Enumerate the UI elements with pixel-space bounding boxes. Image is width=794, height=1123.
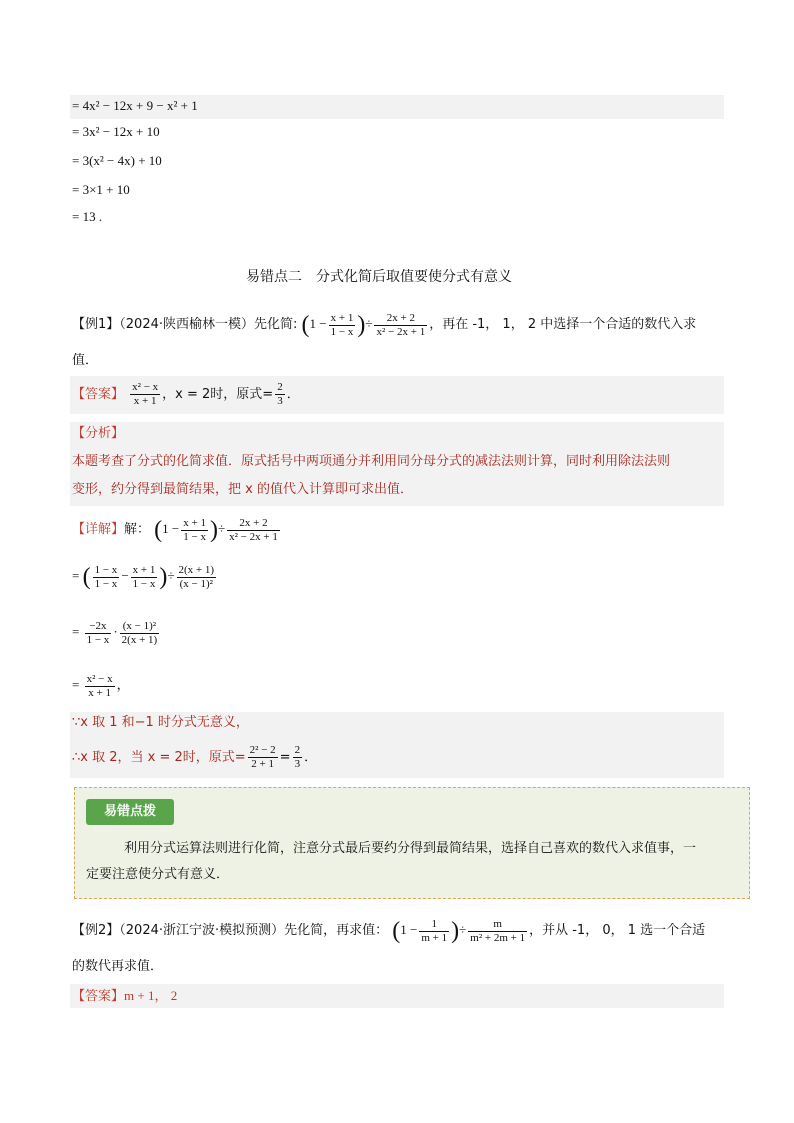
example1-question bbox=[72, 308, 696, 340]
answer2-text: m + 1， 2 bbox=[124, 988, 178, 1003]
because-line: ∵x 取 1 和−1 时分式无意义， bbox=[72, 715, 249, 730]
answer2-row bbox=[72, 987, 177, 1006]
analysis-text-2: 变形，约分得到最简结果，把 x 的值代入计算即可求出值． bbox=[72, 482, 413, 497]
step-line-3: = 3(x² − 4x) + 10 bbox=[72, 153, 162, 168]
example2-tail: ，并从 -1， 0， 1 选一个合适 bbox=[529, 923, 706, 938]
therefore-frac-2: $\frac{2}{3}$ bbox=[294, 744, 301, 770]
example1-prefix: 【例1】 bbox=[72, 317, 120, 332]
therefore-line: ∴x 取 2，当 x = 2时，原式= $\frac{\text{2² − 2}}{2 + 1}$ = $\frac{2}{3}$ ． bbox=[72, 744, 318, 770]
example1-expression: (1 − $\frac{x + 1}{1 - x}$ )÷ $\frac{2x + 2}{\text{x² − 2x + 1}}$ bbox=[301, 311, 426, 339]
answer-label: 【答案】 bbox=[72, 387, 125, 402]
detail-label: 【详解】 bbox=[72, 522, 125, 537]
answer2-label: 【答案】 bbox=[72, 989, 125, 1004]
answer-value: $\frac{2}{3}$ bbox=[277, 381, 283, 407]
example1-tail: ，再在 -1， 1， 2 中选择一个合适的数代入求 bbox=[429, 317, 697, 332]
tip-text-2: 定要注意使分式有意义． bbox=[86, 867, 230, 882]
detail-step-4: = $\frac{\text{x² − x}}{x + 1}$ ， bbox=[72, 672, 130, 699]
example2-tail2: 的数代再求值． bbox=[72, 959, 164, 974]
tip-text-1: 利用分式运算法则进行化简，注意分式最后要约分得到最简结果，选择自己喜欢的数代入求值事，一 bbox=[124, 841, 697, 856]
section-title: 易错点二 分式化简后取值要使分式有意义 bbox=[246, 269, 512, 285]
detail-step-2: = ( $\frac{1 - x}{1 - x}$ − $\frac{x + 1}{1 - x}$ )÷ $\frac{2(x + 1)}{\text{(x − 1)²}}$ bbox=[72, 563, 215, 591]
analysis-text-1: 本题考查了分式的化简求值．原式括号中两项通分并利用同分母分式的减法法则计算，同时利用除法法则 bbox=[72, 454, 671, 469]
detail-row bbox=[72, 512, 282, 546]
therefore-frac-1: $\frac{\text{2² − 2}}{2 + 1}$ bbox=[249, 744, 276, 770]
analysis-label: 【分析】 bbox=[72, 426, 125, 441]
answer-fraction: $\frac{\text{x² − x}}{x + 1}$ bbox=[132, 381, 159, 407]
detail-step-3: = $\frac{-2x}{1 - x}$ · $\frac{\text{(x − 1)²}}{2(x + 1)}$ bbox=[72, 619, 158, 646]
answer-row: 【答案】 $\frac{\text{x² − x}}{x + 1}$ ，x = 2时，原式= $\frac{2}{3}$ ． bbox=[72, 381, 300, 407]
detail-expression: (1 − $\frac{x + 1}{1 - x}$ )÷ $\frac{2x + 2}{\text{x² − 2x + 1}}$ bbox=[154, 516, 278, 544]
example2-prefix: 【例2】 bbox=[72, 923, 120, 938]
example2-question bbox=[72, 912, 705, 948]
step-line-4: = 3×1 + 10 bbox=[72, 182, 130, 197]
example2-source: （2024·浙江宁波·模拟预测）先化简，再求值： bbox=[119, 923, 389, 938]
therefore-text: ∴x 取 2，当 x = 2时，原式= bbox=[72, 750, 246, 765]
step-line-2: = 3x² − 12x + 10 bbox=[72, 124, 160, 139]
step-line-1: = 4x² − 12x + 9 − x² + 1 bbox=[72, 98, 198, 113]
answer-text: ，x = 2时，原式= bbox=[162, 387, 274, 402]
example1-tail2: 值． bbox=[72, 353, 99, 368]
example2-expression: (1 − $\frac{1}{m + 1}$ )÷ $\frac{m}{\text{m² + 2m + 1}}$ bbox=[392, 917, 526, 945]
detail-intro: 解： bbox=[124, 522, 151, 537]
example1-source: （2024·陕西榆林一模）先化简: bbox=[119, 317, 298, 332]
step-line-5: = 13 . bbox=[72, 209, 103, 224]
tip-badge: 易错点拨 bbox=[86, 799, 174, 825]
